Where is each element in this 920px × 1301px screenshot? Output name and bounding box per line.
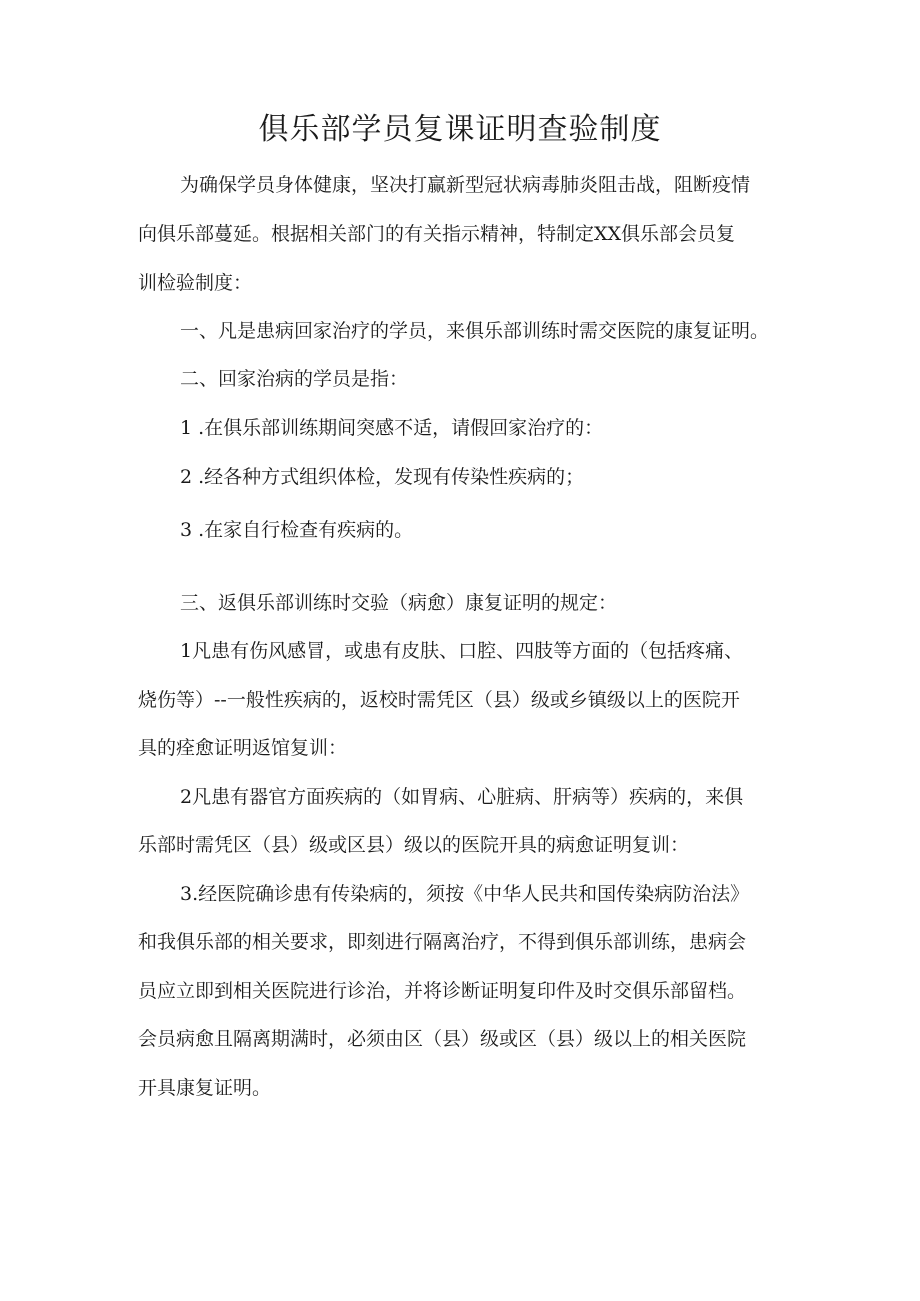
rule-1-line: 烧伤等）--一般性疾病的，返校时需凭区（县）级或乡镇级以上的医院开 — [138, 689, 740, 711]
rule-1-line: 1凡患有伤风感冒，或患有皮肤、口腔、四肢等方面的（包括疼痛、 — [180, 640, 744, 662]
section-1: 一、凡是患病回家治疗的学员，来俱乐部训练时需交医院的康复证明。 — [180, 320, 770, 342]
intro-line: 训检验制度： — [138, 272, 253, 294]
rule-3-line: 和我俱乐部的相关要求，即刻进行隔离治疗，不得到俱乐部训练，患病会 — [138, 931, 747, 953]
rule-3-line: 会员病愈且隔离期满时，必须由区（县）级或区（县）级以上的相关医院 — [138, 1028, 747, 1050]
rule-3-line: 员应立即到相关医院进行诊治，并将诊断证明复印件及时交俱乐部留档。 — [138, 980, 747, 1002]
rule-3-line: 开具康复证明。 — [138, 1077, 272, 1099]
document-title: 俱乐部学员复课证明查验制度 — [258, 112, 662, 147]
section-2: 二、回家治病的学员是指： — [180, 368, 409, 390]
list-item: 2 .经各种方式组织体检，发现有传染性疾病的； — [180, 466, 585, 488]
list-item: 3 .在家自行检查有疾病的。 — [180, 519, 414, 541]
rule-2-line: 2凡患有器官方面疾病的（如胃病、心脏病、肝病等）疾病的，来俱 — [180, 786, 744, 808]
list-item: 1 .在俱乐部训练期间突感不适，请假回家治疗的： — [180, 417, 604, 439]
rule-3-line: 3.经医院确诊患有传染病的，须按《中华人民共和国传染病防治法》 — [180, 883, 750, 905]
intro-line: 向俱乐部蔓延。根据相关部门的有关指示精神，特制定XX俱乐部会员复 — [138, 223, 736, 245]
rule-1-line: 具的痊愈证明返馆复训： — [138, 737, 348, 759]
rule-2-line: 乐部时需凭区（县）级或区县）级以的医院开具的病愈证明复训： — [138, 834, 690, 856]
section-3: 三、返俱乐部训练时交验（病愈）康复证明的规定： — [180, 592, 618, 614]
intro-line: 为确保学员身体健康，坚决打赢新型冠状病毒肺炎阻击战，阻断疫情 — [180, 174, 751, 196]
